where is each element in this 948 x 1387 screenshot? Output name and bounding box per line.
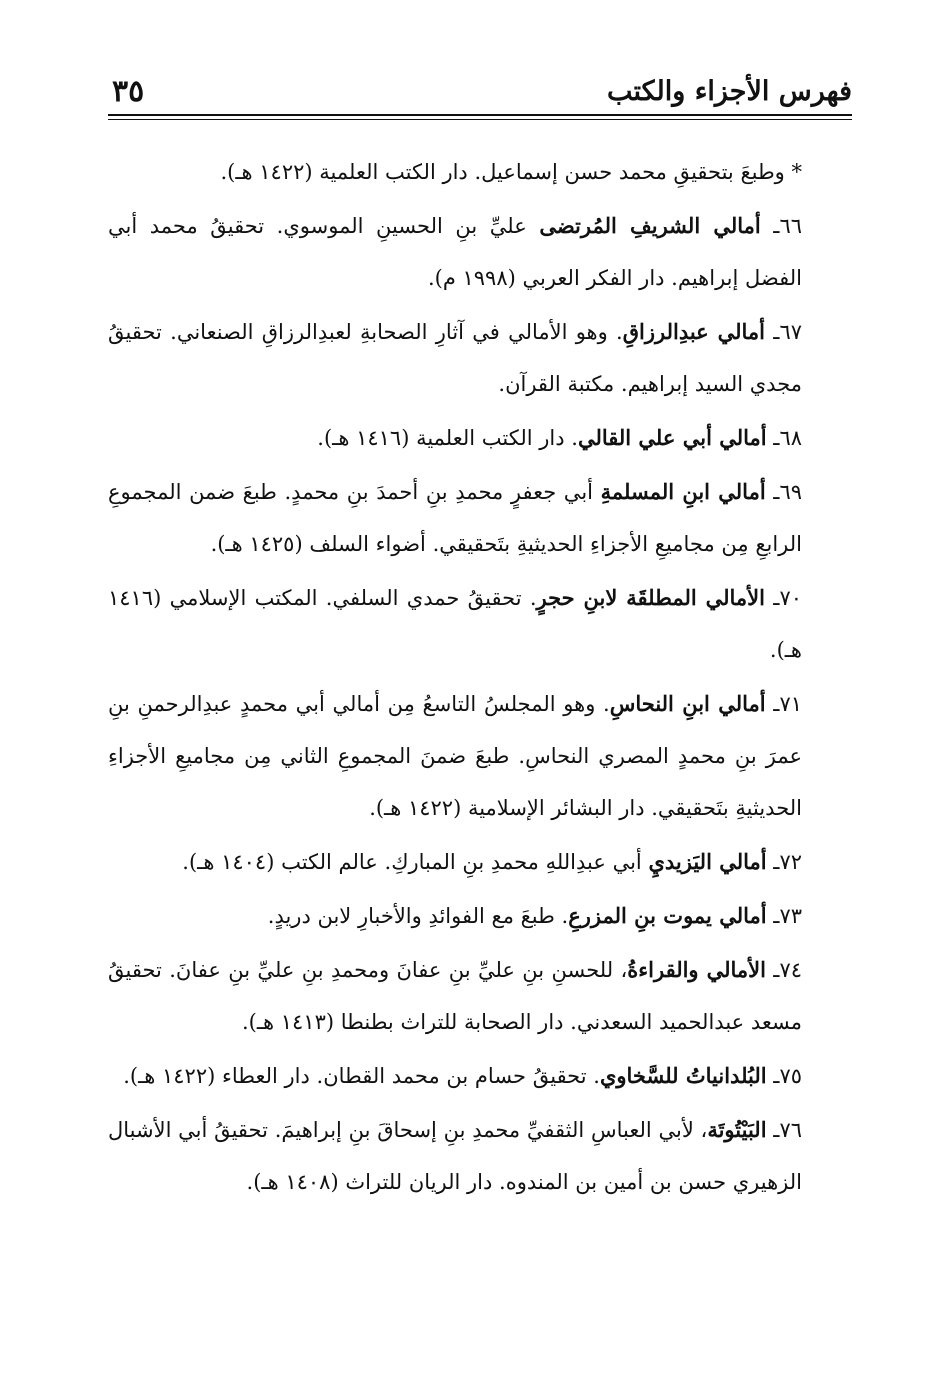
- entry-title: أمالي اليَزيديِ: [648, 849, 767, 874]
- entry-71: [108, 678, 852, 834]
- entry-number: ٧٦ـ: [766, 1118, 802, 1142]
- entry-69: [108, 466, 852, 570]
- header-rule-thin: [108, 119, 852, 120]
- entry-68: [108, 412, 852, 464]
- entry-number: ٧١ـ: [765, 692, 802, 716]
- entry-title: أمالي يموت بنِ المزرعِ: [568, 903, 767, 928]
- document-page: [108, 68, 852, 1328]
- entry-number: ٦٧ـ: [765, 320, 803, 344]
- entry-title: أمالي الشريفِ المُرتضى: [539, 213, 761, 238]
- entry-title: أمالي عبدِالرزاقِ: [622, 319, 766, 344]
- entry-title: الأمالي المطلقَة لابنِ حجرٍ: [536, 585, 765, 610]
- entry-text: عليِّ بنِ الحسينِ الموسوي. تحقيقُ محمد أبي الفضل إبراهيم. دار الفكر العربي (١٩٩٨ م).: [108, 214, 802, 290]
- running-title: فهرس الأجزاء والكتب: [606, 76, 852, 107]
- entry-text: أبي عبدِاللهِ محمدِ بنِ المباركِ. عالم الكتب (١٤٠٤ هـ).: [182, 850, 649, 874]
- entry-text: . وهو المجلسُ التاسعُ مِن أمالي أبي محمدٍ عبدِالرحمنِ بنِ عمرَ بنِ محمدٍ المصري النحاسِ. طبعَ ضمنَ المجموعِ الثاني مِن مجاميعِ الأجزاءِ الحديثيةِ بتَحقيقي. دار البشائر الإسلامية (١٤٢٢ هـ).: [108, 692, 802, 820]
- entry-76: [108, 1104, 852, 1208]
- entry-text: . تحقيقُ حمدي السلفي. المكتب الإسلامي (١٤١٦ هـ).: [108, 586, 802, 662]
- entry-title: البَيْتُوتَة: [707, 1117, 767, 1142]
- page-number: ٣٥: [112, 74, 145, 109]
- entry-66: [108, 200, 852, 304]
- entry-title: أمالي ابنِ النحاسِ: [609, 691, 766, 716]
- entry-number: ٦٨ـ: [766, 426, 802, 450]
- page-header: [108, 68, 852, 112]
- entry-text: ، للحسنِ بنِ عليِّ بنِ عفانَ ومحمدِ بنِ عليِّ بنِ عفانَ. تحقيقُ مسعد عبدالحميد السعدني. دار الصحابة للتراث بطنطا (١٤١٣ هـ).: [108, 958, 802, 1034]
- entry-67: [108, 306, 852, 410]
- entry-75: [108, 1050, 852, 1102]
- entry-title: أمالي أبي علي القالي: [577, 425, 767, 450]
- entry-number: ٧٣ـ: [766, 904, 802, 928]
- entry-text: . دار الكتب العلمية (١٤١٦ هـ).: [317, 426, 578, 450]
- entry-title: البُلدانياتُ للسَّخاوي: [599, 1063, 767, 1088]
- entry-74: [108, 944, 852, 1048]
- entry-number: ٦٦ـ: [760, 214, 802, 238]
- entry-text: أبي جعفرٍ محمدِ بنِ أحمدَ بنِ محمدٍ. طبعَ ضمن المجموعِ الرابعِ مِن مجاميعِ الأجزاءِ الحديثيةِ بتَحقيقي. أضواء السلف (١٤٢٥ هـ).: [108, 480, 802, 556]
- entry-72: [108, 836, 852, 888]
- entry-text: . وهو الأمالي في آثارِ الصحابةِ لعبدِالرزاقِ الصنعاني. تحقيقُ مجدي السيد إبراهيم. مكتبة القرآن.: [108, 320, 802, 396]
- entry-text: . طبعَ مع الفوائدِ والأخبارِ لابن دريدٍ.: [267, 904, 569, 928]
- entry-text: . تحقيقُ حسام بن محمد القطان. دار العطاء (١٤٢٢ هـ).: [123, 1064, 600, 1088]
- entries-list: [108, 146, 852, 1210]
- entry-number: ٧٤ـ: [765, 958, 803, 982]
- entry-number: ٧٢ـ: [766, 850, 802, 874]
- header-rule: [108, 114, 852, 116]
- entry-title: أمالي ابنِ المسلمةِ: [600, 479, 766, 504]
- entry-number: ٧٠ـ: [765, 586, 802, 610]
- entry-number: ٧٥ـ: [766, 1064, 802, 1088]
- entry-title: الأمالي والقراءةُ: [627, 957, 766, 982]
- entry-number: ٦٩ـ: [765, 480, 802, 504]
- entry-text: * وطبعَ بتحقيقِ محمد حسن إسماعيل. دار الكتب العلمية (١٤٢٢ هـ).: [220, 160, 802, 184]
- entry-text: ، لأبي العباسِ الثقفيِّ محمدِ بنِ إسحاقَ بنِ إبراهيمَ. تحقيقُ أبي الأشبال الزهيري حسن بن أمين بن المندوه. دار الريان للتراث (١٤٠٨ هـ).: [108, 1118, 802, 1194]
- entry-70: [108, 572, 852, 676]
- entry-note: [108, 146, 852, 198]
- entry-73: [108, 890, 852, 942]
